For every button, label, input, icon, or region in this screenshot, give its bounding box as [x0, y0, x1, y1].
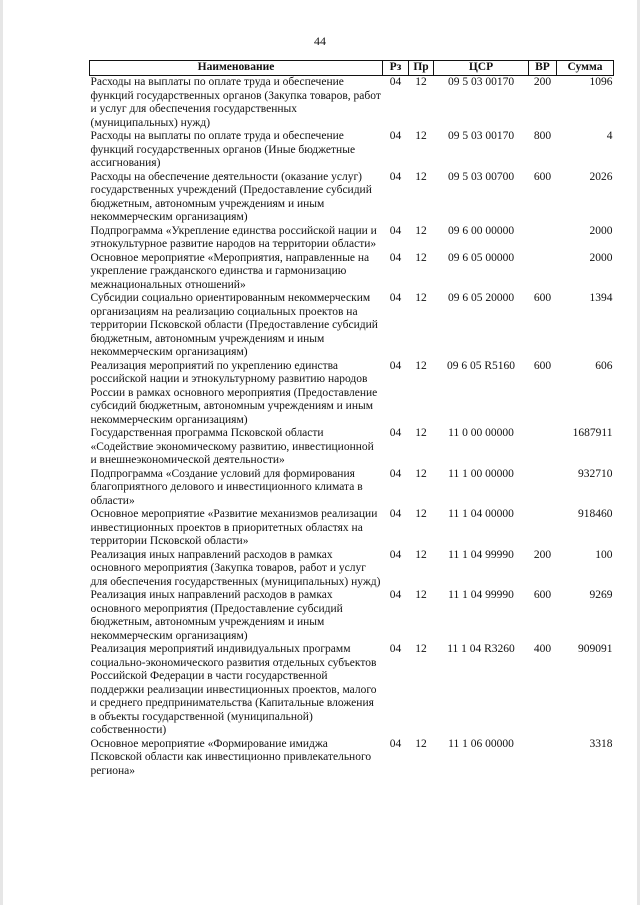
cell-name: Расходы на обеспечение деятельности (оказание услуг) государственных учреждений (Предоставление субсидий бюджетным, автономным учреждениям и иным некоммерческим организациям) [90, 170, 372, 223]
cell-csr: 09 6 05 20000 [447, 292, 515, 304]
cell-pr: 12 [415, 643, 427, 655]
cell-rz: 04 [389, 643, 402, 655]
cell-csr: 09 5 03 00170 [447, 130, 515, 142]
cell-vr: 200 [533, 76, 552, 88]
table-header-row [90, 61, 614, 76]
cell-pr: 12 [415, 427, 427, 439]
cell-vr: 600 [533, 170, 552, 183]
cell-vr [529, 508, 557, 549]
table-row [90, 360, 614, 428]
cell-name: Основное мероприятие «Мероприятия, направленные на укрепление гражданского единства и гармонизацию межнациональных отношений» [90, 251, 370, 291]
cell-vr: 800 [533, 130, 552, 142]
header-pr: Пр [409, 61, 434, 76]
table-row [90, 589, 614, 643]
cell-pr: 12 [415, 508, 427, 520]
cell-csr: 09 6 05 R5160 [446, 359, 516, 372]
table-row [90, 171, 614, 225]
cell-rz: 04 [389, 224, 402, 237]
table-row [90, 468, 614, 509]
cell-csr: 11 1 04 99990 [448, 589, 514, 601]
cell-vr: 600 [533, 589, 552, 601]
cell-sum: 606 [595, 359, 613, 372]
cell-vr: 400 [533, 643, 552, 655]
cell-csr: 11 1 00 00000 [448, 467, 514, 480]
table-row [90, 252, 614, 293]
cell-csr: 11 0 00 00000 [448, 427, 514, 439]
cell-sum: 100 [595, 548, 613, 561]
cell-csr: 09 6 05 00000 [447, 251, 515, 264]
cell-pr: 12 [415, 170, 427, 183]
cell-rz: 04 [389, 251, 402, 264]
cell-csr: 11 1 04 R3260 [447, 643, 515, 655]
cell-rz: 04 [389, 76, 402, 88]
header-name: Наименование [90, 61, 383, 76]
header-rz: Рз [383, 61, 409, 76]
cell-name: Основное мероприятие «Развитие механизмов реализации инвестиционных проектов в приоритетных областях на территории Псковской области» [90, 508, 378, 547]
cell-vr [529, 225, 557, 252]
cell-rz: 04 [389, 589, 402, 601]
table-row [90, 643, 614, 738]
cell-csr: 09 5 03 00170 [447, 76, 515, 88]
cell-name: Субсидии социально ориентированным некоммерческим организациям на реализацию социальных проектов на территории Псковской области (Предоставление субсидий бюджетным, автономным учреждениям и иным некоммерческим организациям) [90, 292, 378, 358]
cell-name: Реализация иных направлений расходов в рамках основного мероприятия (Закупка товаров, работ и услуг для обеспечения государственных (муниципальных) нужд) [90, 548, 381, 588]
header-csr: ЦСР [434, 61, 529, 76]
table-row [90, 225, 614, 252]
cell-name: Реализация мероприятий индивидуальных программ социально-экономического развития отдельных субъектов Российской Федерации в части государственной поддержки реализации инвестиционных проектов, малого и среднего предпринимательства (Капитальные вложения в объекты государственной (муниципальной) собственности) [90, 643, 377, 736]
cell-sum: 1394 [589, 292, 613, 304]
cell-name: Реализация иных направлений расходов в рамках основного мероприятия (Предоставление субсидий бюджетным, автономным учреждениям и иным некоммерческим организациям) [90, 589, 343, 642]
table-row [90, 130, 614, 171]
table-row [90, 427, 614, 468]
table-row [90, 738, 614, 779]
cell-rz: 04 [389, 737, 402, 750]
header-vr: ВР [529, 61, 557, 76]
cell-sum: 932710 [578, 467, 613, 480]
cell-pr: 12 [415, 292, 427, 304]
cell-vr [529, 427, 557, 468]
cell-sum: 1096 [589, 76, 613, 88]
page-number: 44 [314, 34, 326, 48]
cell-rz: 04 [389, 427, 402, 439]
cell-csr: 11 1 04 00000 [448, 508, 514, 520]
cell-pr: 12 [415, 589, 427, 601]
cell-rz: 04 [389, 359, 402, 372]
cell-pr: 12 [415, 359, 427, 372]
cell-sum: 1687911 [572, 427, 613, 439]
cell-rz: 04 [389, 130, 402, 142]
cell-name: Реализация мероприятий по укреплению единства российской нации и этнокультурному развитию народов России в рамках основного мероприятия (Предоставление субсидий бюджетным, автономным учреждениям и иным некоммерческим организациям) [90, 359, 378, 426]
cell-sum: 9269 [589, 589, 613, 601]
table-row [90, 549, 614, 590]
cell-csr: 11 1 04 99990 [448, 548, 514, 561]
cell-rz: 04 [389, 292, 402, 304]
cell-name: Основное мероприятие «Формирование имиджа Псковской области как инвестиционно привлекательного региона» [90, 737, 372, 777]
cell-name: Подпрограмма «Создание условий для формирования благоприятного делового и инвестиционного климата в области» [90, 467, 363, 507]
cell-pr: 12 [415, 130, 427, 142]
cell-sum: 4 [606, 130, 613, 142]
cell-sum: 2026 [589, 170, 613, 183]
cell-name: Государственная программа Псковской области «Содействие экономическому развитию, инвестиционной и внешнеэкономической деятельности» [90, 427, 374, 466]
budget-table [89, 60, 614, 778]
cell-sum: 918460 [578, 508, 613, 520]
cell-sum: 909091 [578, 643, 613, 655]
cell-vr [529, 738, 557, 779]
cell-name: Расходы на выплаты по оплате труда и обеспечение функций государственных органов (Закупка товаров, работ и услуг для обеспечения государственных (муниципальных) нужд) [90, 76, 381, 129]
scan-edge-left [0, 0, 3, 905]
table-row [90, 292, 614, 360]
cell-pr: 12 [415, 224, 427, 237]
cell-vr [529, 252, 557, 293]
cell-rz: 04 [389, 170, 402, 183]
cell-name: Расходы на выплаты по оплате труда и обеспечение функций государственных органов (Иные бюджетные ассигнования) [90, 130, 356, 169]
cell-vr: 200 [533, 548, 552, 561]
cell-pr: 12 [415, 467, 427, 480]
cell-sum: 2000 [589, 251, 613, 264]
cell-csr: 09 5 03 00700 [447, 170, 515, 183]
cell-vr: 600 [533, 292, 552, 304]
cell-csr: 11 1 06 00000 [448, 737, 514, 750]
table-row [90, 76, 614, 131]
cell-sum: 2000 [589, 224, 613, 237]
cell-rz: 04 [389, 467, 402, 480]
cell-rz: 04 [389, 508, 402, 520]
cell-vr [529, 468, 557, 509]
cell-csr: 09 6 00 00000 [447, 224, 515, 237]
cell-sum: 3318 [589, 737, 613, 750]
cell-pr: 12 [415, 548, 427, 561]
cell-pr: 12 [415, 76, 427, 88]
table-row [90, 508, 614, 549]
cell-rz: 04 [389, 548, 402, 561]
cell-vr: 600 [533, 359, 552, 372]
cell-name: Подпрограмма «Укрепление единства российской нации и этнокультурное развитие народов на территории области» [90, 224, 377, 250]
cell-pr: 12 [415, 737, 427, 750]
header-sum: Сумма [557, 61, 614, 76]
cell-pr: 12 [415, 251, 427, 264]
